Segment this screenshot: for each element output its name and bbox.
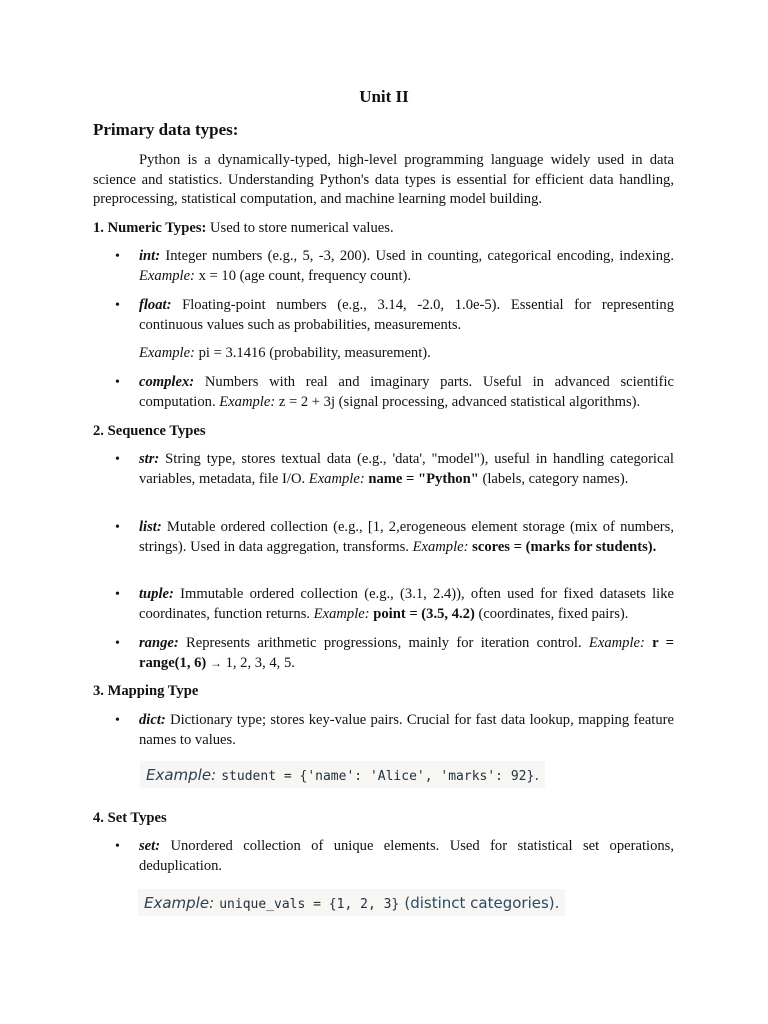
str-example-code: name = "Python" [368, 470, 479, 487]
example-label: Example: [412, 538, 469, 555]
bullet-complex [115, 373, 674, 412]
bullet-icon: • [115, 298, 120, 313]
range-example-code: r = range(1, 6) [139, 635, 674, 671]
complex-example: z = 2 + 3j (signal processing, advanced statistical algorithms). [275, 393, 641, 410]
example-label: Example: [308, 470, 365, 487]
bullet-float [115, 296, 674, 335]
bullet-icon: • [115, 636, 120, 651]
str-text: String type, stores textual data (e.g., 'data', "model"), useful in handling categorical variables, metadata, file I/O. [139, 451, 674, 487]
mapping-type-number: 3. Mapping Type [93, 683, 199, 699]
term-int: int: [139, 248, 161, 264]
example-label: Example: [588, 635, 645, 651]
example-label: Example: [313, 605, 370, 622]
bullet-icon: • [115, 249, 120, 264]
bullet-icon: • [115, 713, 120, 728]
bullet-tuple [115, 585, 674, 624]
example-label: Example: [219, 393, 276, 410]
intro-text: Python is a dynamically-typed, high-level programming language widely used in data science and statistics. Understanding Python's data types is essential for efficient data handling, preprocessing, statistical computation, and machine learning model building. [93, 152, 674, 207]
numeric-types-desc: Used to store numerical values. [206, 220, 394, 236]
dict-example-image [140, 761, 545, 788]
example-label: Example: [139, 345, 195, 361]
float-example: pi = 3.1416 (probability, measurement). [194, 345, 431, 361]
bullet-icon: • [115, 587, 120, 602]
dict-text: Dictionary type; stores key-value pairs. Crucial for fast data lookup, mapping feature names to values. [139, 712, 674, 748]
dict-example-label: Example: [146, 766, 217, 784]
bullet-range [115, 634, 674, 673]
dict-example-after: . [534, 766, 540, 784]
term-tuple: tuple: [139, 586, 174, 602]
set-types-number: 4. Set Types [93, 810, 167, 826]
bullet-icon: • [115, 375, 120, 390]
float-example-line [139, 344, 674, 364]
term-float: float: [139, 297, 172, 313]
int-example: x = 10 (age count, frequency count). [194, 267, 412, 284]
example-label: Example: [139, 267, 195, 284]
set-text: Unordered collection of unique elements. Used for statistical set operations, deduplication. [139, 838, 674, 874]
set-example-image [138, 889, 565, 916]
sequence-types-heading [93, 422, 674, 442]
mapping-type-heading [93, 682, 674, 702]
numeric-types-heading [93, 219, 674, 239]
range-example-after: 1, 2, 3, 4, 5. [221, 654, 295, 671]
bullet-icon: • [115, 839, 120, 854]
set-types-heading [93, 809, 674, 829]
bullet-icon: • [115, 520, 120, 535]
intro-paragraph [93, 151, 674, 210]
term-dict: dict: [139, 712, 166, 728]
bullet-icon: • [115, 452, 120, 467]
set-example-label: Example: [144, 894, 215, 912]
dict-example-code: student = {'name': 'Alice', 'marks': 92} [221, 769, 535, 784]
term-complex: complex: [139, 374, 195, 390]
bullet-set [115, 837, 674, 876]
list-text: Mutable ordered collection (e.g., [1, 2,erogeneous element storage (mix of numbers, strings). Used in data aggregation, transforms. [139, 519, 674, 555]
term-range: range: [139, 635, 179, 651]
numeric-types-number: 1. Numeric Types: [93, 220, 207, 236]
bullet-int [115, 247, 674, 286]
term-str: str: [139, 451, 160, 467]
bullet-str [115, 450, 674, 489]
set-example-after: (distinct categories). [404, 894, 560, 912]
section-heading-primary-data-types: Primary data types: [93, 120, 239, 139]
tuple-text: Immutable ordered collection (e.g., (3.1, 2.4)), often used for fixed datasets like coordinates, function returns. [139, 586, 674, 622]
sequence-types-number: 2. Sequence Types [93, 423, 206, 439]
term-list: list: [139, 519, 162, 535]
tuple-example-code: point = (3.5, 4.2) [373, 605, 475, 622]
float-text: Floating-point numbers (e.g., 3.14, -2.0, 1.0e-5). Essential for representing continuous values such as probabilities, measurements. [139, 297, 674, 333]
set-example-code: unique_vals = {1, 2, 3} [219, 897, 400, 912]
term-set: set: [139, 838, 161, 854]
list-example-code: scores = (marks for students). [472, 538, 657, 555]
complex-text: Numbers with real and imaginary parts. Useful in advanced scientific computation. [139, 374, 674, 410]
range-text: Represents arithmetic progressions, mainly for iteration control. [178, 635, 589, 651]
arrow-right-icon: → [209, 655, 222, 670]
unit-title: Unit II [359, 87, 409, 106]
bullet-dict [115, 711, 674, 750]
tuple-example-after: (coordinates, fixed pairs). [474, 605, 629, 622]
bullet-list [115, 518, 674, 557]
str-example-after: (labels, category names). [478, 470, 629, 487]
int-text: Integer numbers (e.g., 5, -3, 200). Used in counting, categorical encoding, indexing. [160, 248, 674, 264]
